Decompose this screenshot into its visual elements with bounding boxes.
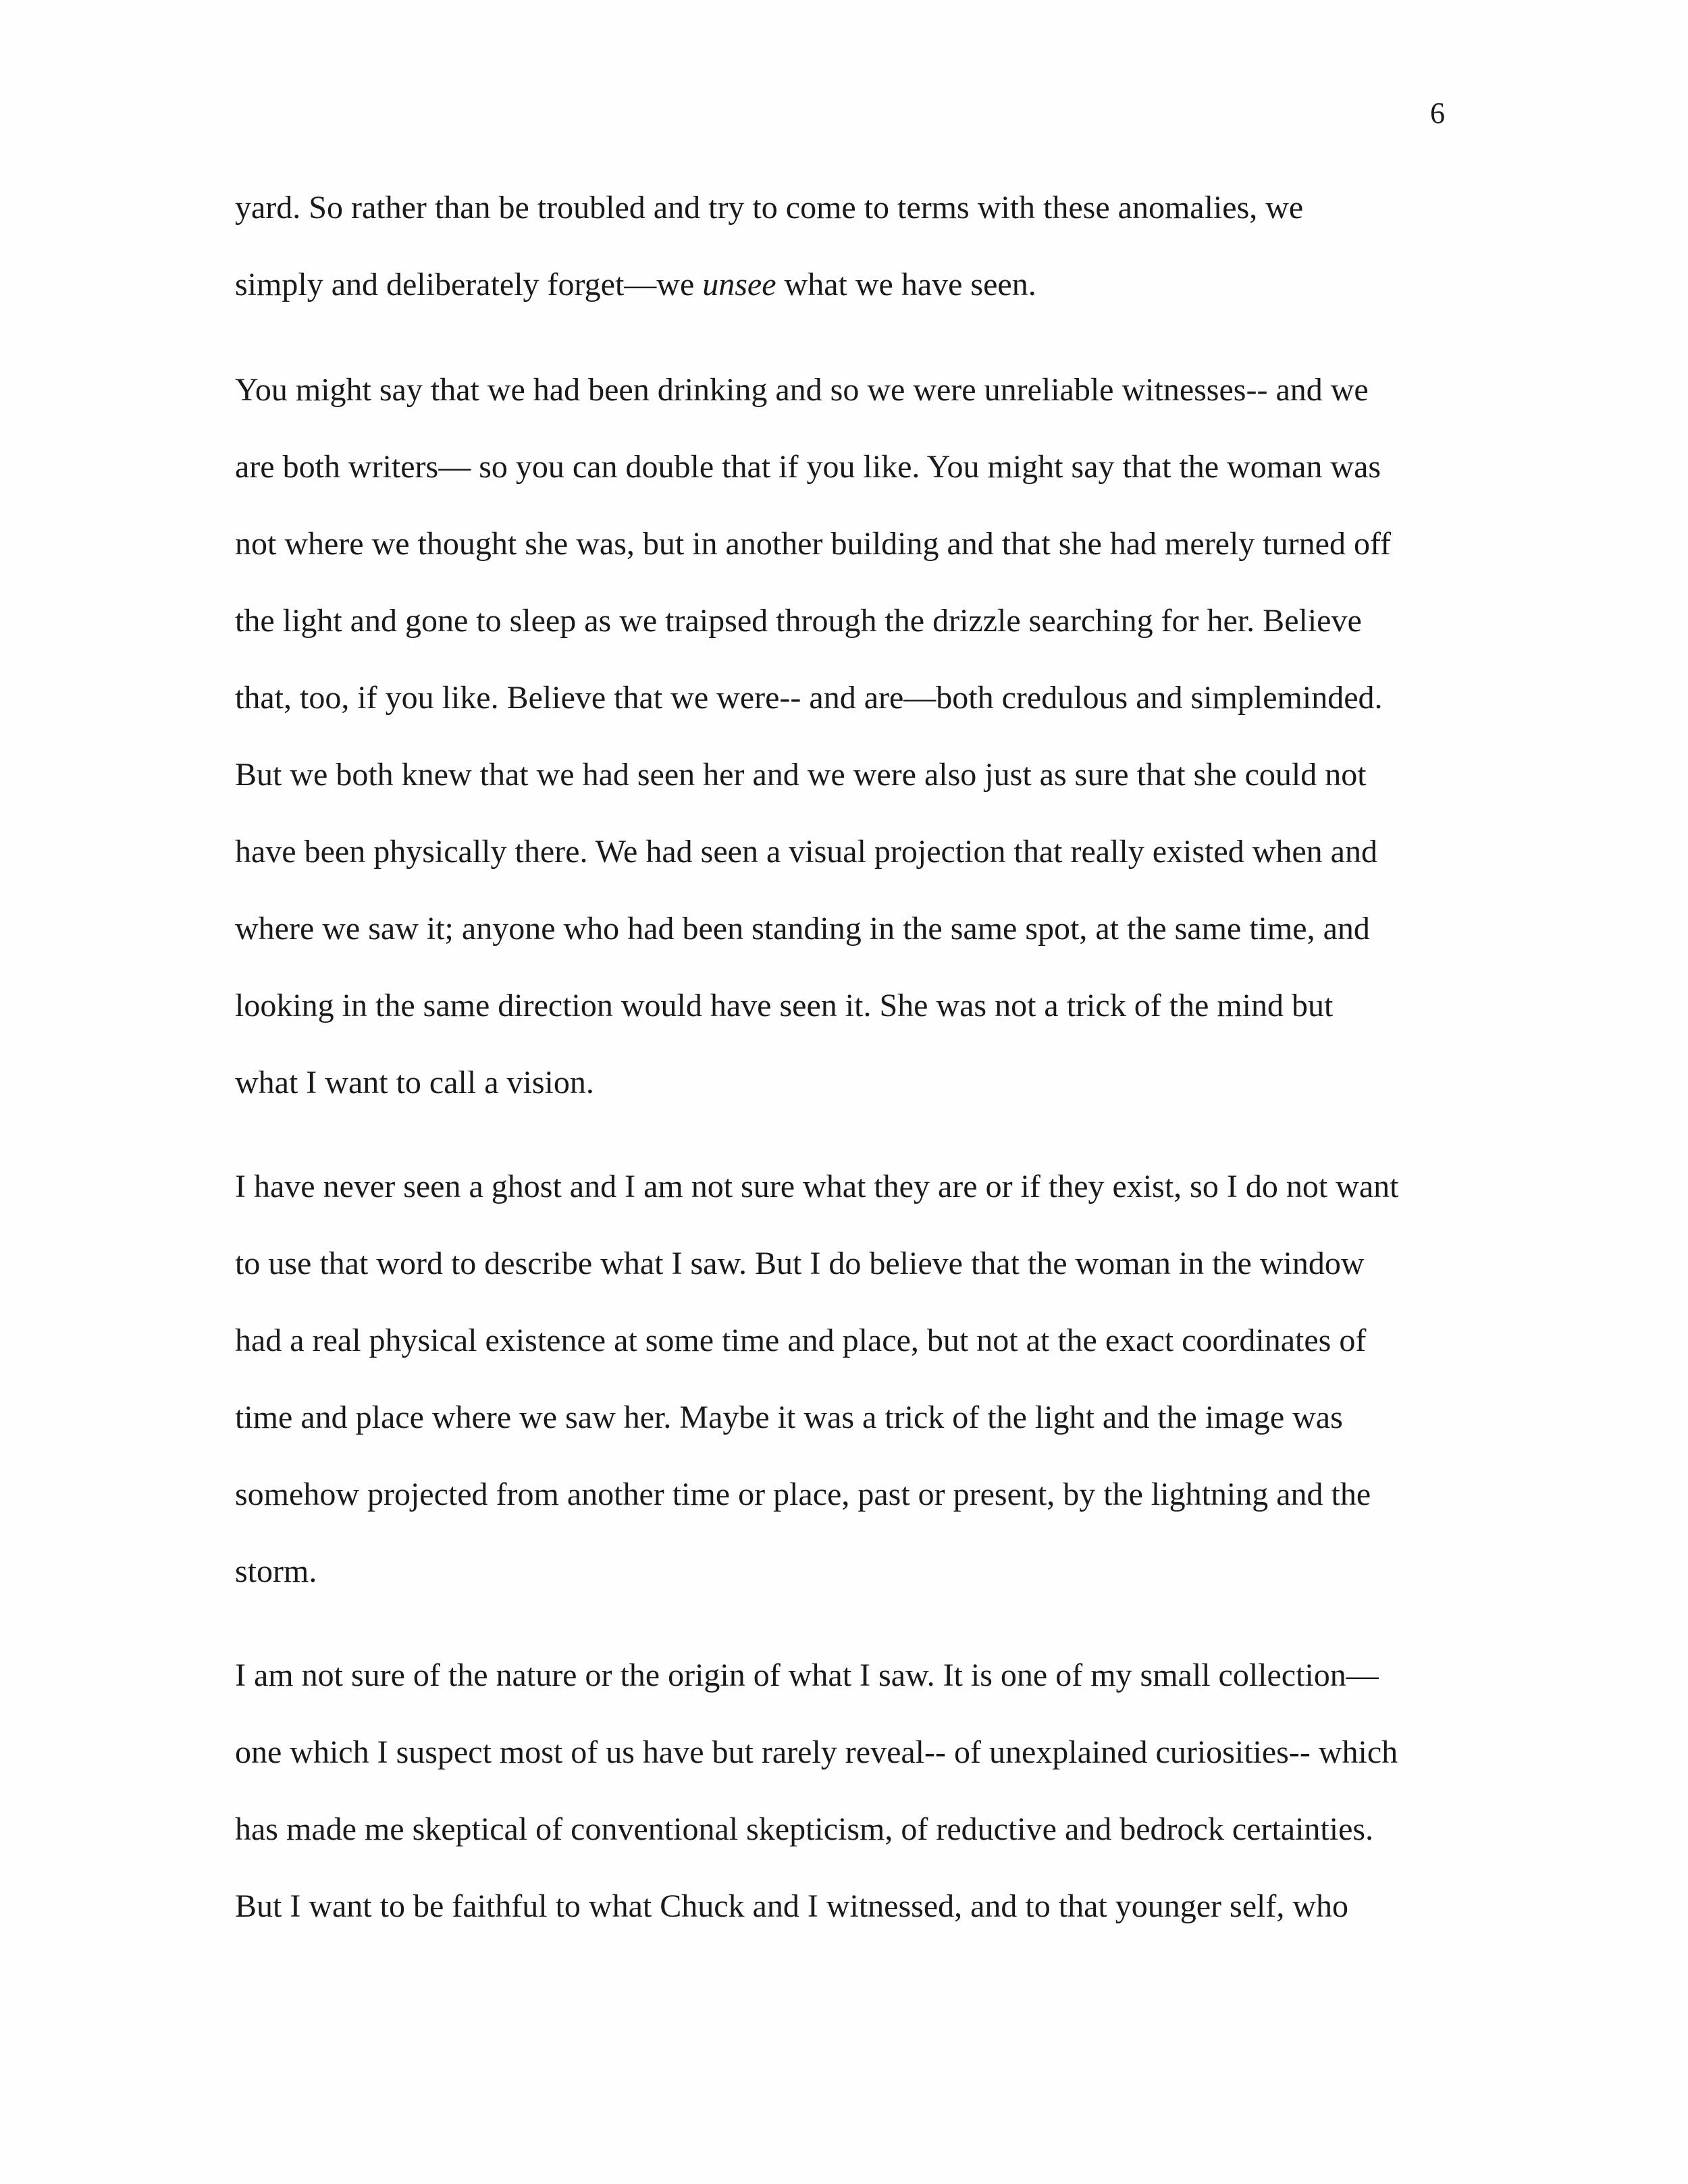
emphasized-word: unsee [702,267,776,302]
text-line: the light and gone to sleep as we traipsed through the drizzle searching for her. Believe [235,603,1362,639]
text-line: yard. So rather than be troubled and try to come to terms with these anomalies, we [235,190,1304,225]
text-line: I have never seen a ghost and I am not sure what they are or if they exist, so I do not want [235,1169,1399,1204]
text-line: time and place where we saw her. Maybe it was a trick of the light and the image was [235,1400,1343,1435]
text-line: storm. [235,1553,317,1589]
text-line [235,265,1036,305]
text-line: I am not sure of the nature or the origin of what I saw. It is one of my small collection— [235,1657,1379,1693]
text-line: You might say that we had been drinking and so we were unreliable witnesses-- and we [235,372,1369,408]
text-line: But I want to be faithful to what Chuck and I witnessed, and to that younger self, who [235,1888,1348,1924]
text-line: has made me skeptical of conventional skepticism, of reductive and bedrock certainties. [235,1811,1374,1847]
text-line: somehow projected from another time or place, past or present, by the lightning and the [235,1476,1371,1512]
text-line: looking in the same direction would have seen it. She was not a trick of the mind but [235,988,1334,1023]
text-line: to use that word to describe what I saw. But I do believe that the woman in the window [235,1246,1365,1281]
text-line: But we both knew that we had seen her and we were also just as sure that she could not [235,757,1367,793]
text-line: where we saw it; anyone who had been standing in the same spot, at the same time, and [235,911,1370,947]
text-line: that, too, if you like. Believe that we were-- and are—both credulous and simpleminded. [235,680,1383,716]
text-segment: simply and deliberately forget—we [235,267,703,302]
text-line: one which I suspect most of us have but rarely reveal-- of unexplained curiosities-- which [235,1734,1398,1770]
text-line: what I want to call a vision. [235,1065,594,1100]
text-line: have been physically there. We had seen a visual projection that really existed when and [235,834,1377,870]
text-segment: what we have seen. [776,267,1036,302]
page-number: 6 [1430,97,1445,130]
text-line: had a real physical existence at some time and place, but not at the exact coordinates of [235,1323,1367,1358]
text-line: not where we thought she was, but in another building and that she had merely turned off [235,526,1392,562]
text-line: are both writers— so you can double that if you like. You might say that the woman was [235,449,1381,485]
